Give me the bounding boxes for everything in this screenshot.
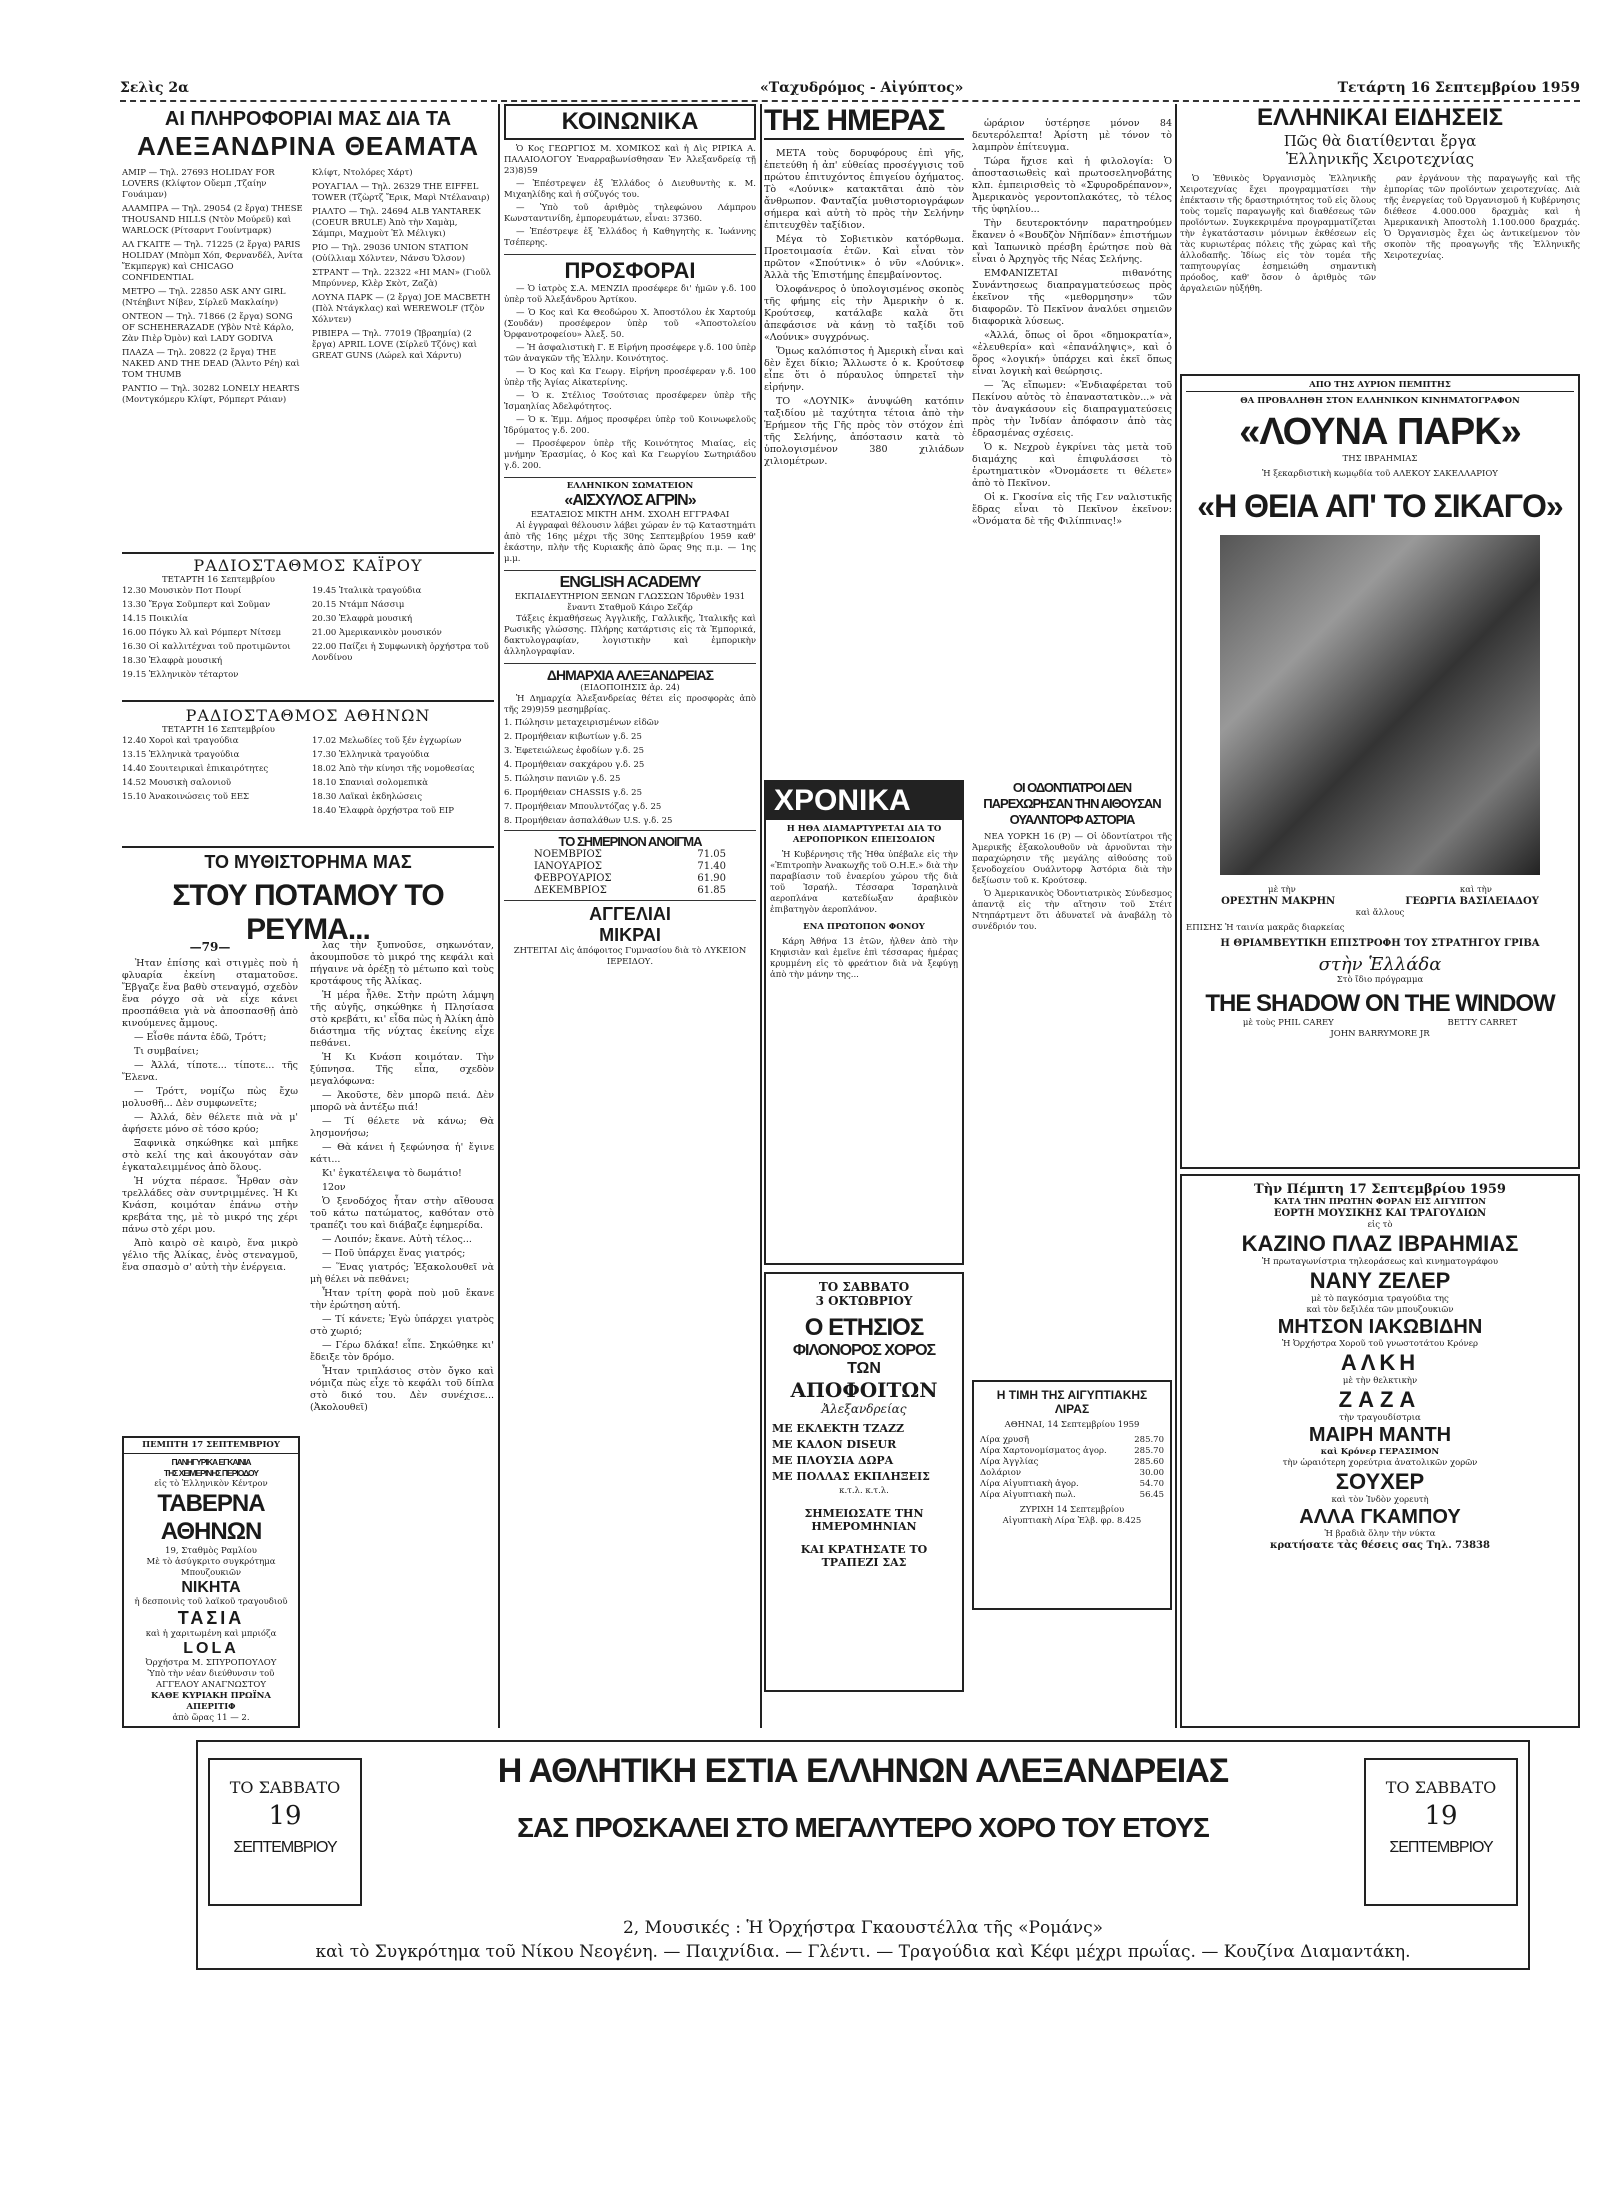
radio-program-item: 21.00 Ἀμερικανικὸν μουσικόν [312, 628, 442, 638]
novel-paragraph: Τι συμβαίνει; [134, 1046, 199, 1057]
casino-l8: Ἡ Ὀρχήστρα Χοροῦ τοῦ γνωστοτάτου Κρόνερ [1281, 1339, 1479, 1349]
novel-paragraph: Ἡ νύχτα πέρασε. Ἦρθαν σὰν τρελλάδες σὰν συντριμμένες. Ἡ Κι Κνάσπ, κοιμόταν ἐπάνω στὴν κρεβάτα της, μὲ τὸ μικρό της χέρι πάνω στὸ χέρι μου. [122, 1176, 298, 1235]
bottom-left1: ΤΟ ΣΑΒΒΑΤΟ [229, 1778, 341, 1797]
social-item: — Ὑπὸ τοῦ ἀριθμὸς τηλεφώνου Λάμπρου Κωνσταντινίδη, ἐμπορευμάτων, εἶναι: 37360. [504, 203, 756, 224]
cinema-listing: ΛΟΥΝΑ ΠΑΡΚ — (2 ἔργα) JOE MACBETH (Πὸλ Ντάγκλας) καὶ WEREWOLF (Τζὸν Χόλντεν) [312, 293, 491, 325]
novel-paragraph: — Γέρω δλάκα! εἶπε. Σηκώθηκε κι' ἔδειξε τὸν δρόμο. [310, 1340, 494, 1363]
pound-rows [980, 1435, 1164, 1501]
bottom-right1: ΤΟ ΣΑΒΒΑΤΟ [1385, 1778, 1497, 1797]
taverna-lola: LOLA [183, 1640, 239, 1657]
classif-title-1: ΑΓΓΕΛΙΑΙ [589, 904, 671, 924]
luna-crowd: καὶ ἄλλους [1355, 908, 1405, 918]
radio-cairo [122, 556, 494, 684]
taverna-nikita: ΝΙΚΗΤΑ [181, 1579, 241, 1596]
issue-date: Τετάρτη 16 Σεπτεμβρίου 1959 [1337, 80, 1580, 96]
casino-l13: καὶ τὸν Ἰνδὸν χορευτὴ [1331, 1495, 1429, 1505]
offer-item: — Ὁ Κος καὶ Κα Γεωργ. Εἰρήνη προσέφεραν γ.δ. 100 ὑπὲρ τῆς Ἁγίας Αἰκατερίνης. [504, 367, 756, 388]
taverna-name1: ΤΑΒΕΡΝΑ [157, 1490, 265, 1517]
pound-zurich: ΖΥΡΙΧΗ 14 Σεπτεμβρίου [1019, 1505, 1125, 1515]
radio-program-item: 13.30 Ἔργα Σοῦμπερτ καὶ Σοῦμαν [122, 600, 271, 610]
casino-l10: τὴν τραγουδίστρια [1339, 1413, 1421, 1423]
novel-chapter: —79— [189, 940, 231, 954]
novel-paragraph: Ἦταν ἐπίσης καὶ στιγμὲς ποὺ ἡ φλυαρία ἐκείνη σταματοῦσε. Ἔβγαζε ἕνα βαθὺ στεναγμό, σχεδὸν ἕνα ρόγχο σὰ νὰ εἶχε κάνει προσπάθεια γιὰ νὰ ἀποσπασθῇ ἀπὸ κινούμενες ἄμμους. [122, 958, 298, 1029]
offer-item: — Ὁ κ. Στέλιος Τσούτσιας προσέφερεν ὑπὲρ τῆς Ἰσμαηλίας Ἀδελφότητος. [504, 391, 756, 412]
cinema-section [122, 108, 494, 409]
cotton-value: 61.90 [697, 873, 726, 884]
novel-paragraph: Ξαφνικὰ σηκώθηκε καὶ μπῆκε στὸ κελί της καὶ ἀκουγόταν σὰν ἐγκαταλειμμένος ἀπὸ ὅλους. [122, 1138, 298, 1173]
column-divider [498, 104, 500, 1728]
taverna-addr: 19, Σταθμὸς Ραμλίου [165, 1546, 257, 1556]
dance-etc: κ.τ.λ. κ.τ.λ. [839, 1486, 889, 1496]
academy-addr: ἔναντι Σταθμοῦ Κάιρο Σεζάρ [567, 603, 693, 613]
pound-row [980, 1479, 1164, 1490]
offer-item: — Ὁ Κος καὶ Κα Θεοδώρου Χ. Ἀποστόλου ἐκ Χαρτούμ (Σουδάν) προσέφερον ὑπὲρ τοῦ «Ἀποστολείου Ὀρφανοτροφείου» Ἀλεξ. 50. [504, 308, 756, 340]
novel-paragraph: — Εἶσθε πάντα ἐδῶ, Τρόττ; [134, 1032, 267, 1043]
academy-text: Τάξεις ἐκμαθήσεως Ἀγγλικῆς, Γαλλικῆς, Ἰταλικῆς καὶ Ρωσικῆς γλώσσης. Πλήρης κατάρτισις εἰς τὰ Ἐμπορικά, δακτυλογραφίαν, λογιστικὴν καὶ ἐμπορικὴν ἀλληλογραφίαν. [504, 614, 756, 657]
pound-row [980, 1468, 1164, 1479]
cinema-list-right [312, 168, 494, 409]
casino-name: ΚΑΖΙΝΟ ΠΛΑΖ ΙΒΡΑΗΜΙΑΣ [1241, 1231, 1519, 1256]
cotton-row [534, 849, 726, 861]
luna-l4: Ἡ ξεκαρδιστικὴ κωμῳδία τοῦ ΑΛΕΚΟΥ ΣΑΚΕΛΛΑΡΙΟΥ [1262, 469, 1498, 479]
luna-film: «Η ΘΕΙΑ ΑΠ' ΤΟ ΣΙΚΑΓΟ» [1197, 488, 1563, 524]
dance-l7: Ἀλεξανδρείας [821, 1402, 907, 1416]
radio-program-item: 14.40 Σουιτειρικαὶ ἐπικαιρότητες [122, 764, 269, 774]
dance-items [772, 1422, 956, 1483]
radio-program-item: 17.30 Ἑλληνικὰ τραγούδια [312, 750, 430, 760]
luna-and: καὶ τὴν [1459, 885, 1492, 895]
section-rule [122, 846, 494, 848]
taverna-line8: Ὑπὸ τὴν νέαν διεύθυνσιν τοῦ ΑΓΓΕΛΟΥ ΑΝΑΓΝΩΣΤΟΥ [147, 1669, 275, 1690]
novel-paragraph: Κι' ἐγκατέλειψα τὸ δωμάτιο! [322, 1168, 462, 1179]
radio-cairo-left [122, 586, 304, 684]
casino-l3: ΕΟΡΤΗ ΜΟΥΣΙΚΗΣ ΚΑΙ ΤΡΑΓΟΥΔΙΩΝ [1273, 1208, 1487, 1219]
dance-feature: ΜΕ ΕΚΛΕΚΤΗ ΤΖΑΖΖ [772, 1422, 905, 1435]
luna-also: ΕΠΙΣΗΣ Ἡ ταινία μακρᾶς διαρκείας [1186, 923, 1345, 933]
greek-news [1180, 104, 1580, 314]
bottom-line1: 2, Μουσικές : Ἡ Ὀρχήστρα Γκαουστέλλα τῆς «Ρομάνς» [622, 1918, 1104, 1938]
taverna-line5: ἡ δεσποινὶς τοῦ λαϊκοῦ τραγουδιοῦ [134, 1597, 288, 1607]
cinema-listing: ΑΛ ΓΚΑΙΤΕ — Τηλ. 71225 (2 ἔργα) PARIS HOLIDAY (Μπὸμπ Χόπ, Φερνανδέλ, Ἀνίτα Ἔκμπεργκ) καὶ CHICAGO CONFIDENTIAL [122, 240, 303, 283]
luna-star2: ΓΕΩΡΓΙΑ ΒΑΣΙΛΕΙΑΔΟΥ [1405, 896, 1539, 907]
dance-l4: ΦΙΛΟΝΟΡΟΣ ΧΟΡΟΣ [792, 1342, 936, 1359]
cinema-listing: ΑΛΑΜΠΡΑ — Τηλ. 29054 (2 ἔργα) THESE THOUSAND HILLS (Ντὸν Μούρεϋ) καὶ WARLOCK (Ρίτσαρντ Γουίντμαρκ) [122, 204, 303, 236]
novel-paragraph: — Ἀλλά, δὲν θέλετε πιὰ νὰ μ' ἀφήσετε μόνο σὲ τόσο κρύο; [122, 1112, 298, 1135]
novel-paragraph: — Θὰ κάνει ἡ ξεφώνησα ἡ' ἔγινε κάτι... [310, 1142, 494, 1165]
luna-film2: THE SHADOW ON THE WINDOW [1205, 990, 1555, 1017]
paper-name: «Ταχυδρόμος - Αἰγύπτος» [760, 80, 964, 96]
cotton-row [534, 885, 726, 897]
radio-program-item: 18.30 Λαϊκαὶ ἐκδηλώσεις [312, 792, 423, 802]
column-divider [760, 104, 762, 1728]
radio-program-item: 14.52 Μουσικὴ σαλονιοῦ [122, 778, 232, 788]
casino-star1: ΝΑΝΥ ΖΕΛΕΡ [1309, 1268, 1451, 1293]
page-number: Σελὶς 2α [120, 80, 189, 96]
social-item: Ὁ Κος ΓΕΩΡΓΙΟΣ Μ. ΧΟΜΙΚΟΣ καὶ ἡ Δὶς ΡΙΡΙΚΑ Α. ΠΑΛΑΙΟΛΟΓΟΥ Ἐναρραβωνίσθησαν Ἐν Ἀλεξανδρείᾳ τῇ 23)8)59 [504, 144, 756, 176]
daily-paragraph: — Ἂς εἴπωμεν: «Ἐνδιαφέρεται τοῦ Πεκίνου αὐτὸς τὸ ἐπαναστατικὸν...» νὰ τὸν ἀναγκάσουν εἰς διαπραγματεύσεις πρὸς τὴν Ἰνδίαν ἀπόφασιν ἀπὸ τὰς ἑδρασμένας σχέσεις. [972, 380, 1172, 439]
daily-paragraph: Μέγα τὸ Σοβιετικὸν κατόρθωμα. Προετοιμασία ἐτῶν. Καὶ εἶναι τὸν πρῶτον «Σπούτνικ» ὁ νῦν «Λούνικ». Ἀλλὰ τῆς Ἐπιστήμης ἐπεμβαίνοντος. [764, 234, 964, 281]
casino-l1: Τὴν Πέμπτη 17 Σεπτεμβρίου 1959 [1254, 1182, 1506, 1197]
radio-cairo-date: ΤΕΤΑΡΤΗ 16 Σεπτεμβρίου [162, 575, 275, 585]
cotton-row [534, 873, 726, 885]
assoc-text: Αἱ ἐγγραφαὶ θέλουσιν λάβει χώραν ἐν τῷ Καταστημάτι ἀπὸ τῆς 16ης μέχρι τῆς 30ης Σεπτεμβρίου 1959 καθ' ἑκάστην, πλὴν τῆς Κυριακῆς ἀπὸ ὥρας 9ης π.μ. — 1ης μ.μ. [504, 521, 756, 564]
casino-star4: ΖΑΖΑ [1338, 1387, 1422, 1412]
pound-row [980, 1490, 1164, 1501]
novel-left-column [122, 958, 298, 1430]
casino-l7: καὶ τὸν δεξιλέα τῶν μπουζουκιῶν [1306, 1305, 1454, 1315]
section-rule [122, 700, 494, 702]
luna-doc: Η ΘΡΙΑΜΒΕΥΤΙΚΗ ΕΠΙΣΤΡΟΦΗ ΤΟΥ ΣΤΡΑΤΗΓΟΥ ΓΡΙΒΑ [1220, 938, 1540, 949]
academy-sub: ΕΚΠΑΙΔΕΥΤΗΡΙΟΝ ΞΕΝΩΝ ΓΛΩΣΣΩΝ Ἱδρυθὲν 1931 [514, 592, 746, 602]
market-text: Ἡ Δημαρχία Ἀλεξανδρείας θέτει εἰς προσφορὰς ἀπὸ τῆς 29)9)59 μεσημβρίας. [504, 694, 756, 715]
social-title: ΚΟΙΝΩΝΙΚΑ [504, 104, 756, 140]
radio-program-item: 16.30 Οἱ καλλιτέχναι τοῦ προτιμῶντοι [122, 642, 291, 652]
market-item: 7. Προμήθειαν Μπουλντόζας γ.δ. 25 [504, 802, 662, 812]
dance-feature: ΜΕ ΚΑΛΟΝ DISEUR [772, 1438, 897, 1451]
casino-star5: ΜΑΙΡΗ ΜΑΝΤΗ [1308, 1424, 1452, 1446]
cinema-title-1: ΑΙ ΠΛΗΡΟΦΟΡΙΑΙ ΜΑΣ ΔΙΑ ΤΑ [164, 108, 452, 130]
luna-greece: στὴν Ἑλλάδα [1318, 954, 1442, 975]
radio-program-item: 13.15 Ἑλληνικὰ τραγούδια [122, 750, 240, 760]
sports-club-ad [196, 1740, 1530, 1970]
dance-feature: ΜΕ ΠΟΛΛΑΣ ΕΚΠΛΗΞΕΙΣ [772, 1470, 930, 1483]
pound-label: Λίρα Αἰγυπτιακὴ ἀγορ. [980, 1479, 1079, 1489]
dance-l5: ΤΩΝ [847, 1360, 881, 1377]
radio-program-item: 14.15 Ποικιλία [122, 614, 189, 624]
market-item: 4. Προμήθειαν σακχάρου γ.δ. 25 [504, 760, 645, 770]
radio-program-item: 18.30 Ἑλαφρὰ μουσική [122, 656, 223, 666]
radio-program-item: 18.10 Σπανιαὶ σολομεπικὰ [312, 778, 428, 788]
classif-text: ΖΗΤΕΙΤΑΙ Δὶς ἀπόφοιτος Γυμνασίου διὰ τὸ ΛΥΚΕΙΟΝ ΙΕΡΕΙΔΟΥ. [513, 946, 747, 967]
bottom-line2: καὶ τὸ Συγκρότημα τοῦ Νίκου Νεογένη. — Παιχνίδια. — Γλέντι. — Τραγούδια καὶ Κέφι μέχρι πρωΐας. — Κουζίνα Διαμαντάκη. [315, 1942, 1411, 1962]
chronika-h3: ΟΙ ΟΔΟΝΤΙΑΤΡΟΙ ΔΕΝ ΠΑΡΕΧΩΡΗΣΑΝ ΤΗΝ ΑΙΘΟΥΣΑΝ ΟΥΑΛΝΤΟΡΦ ΑΣΤΟΡΙΑ [983, 780, 1161, 827]
novel-paragraph: — Τί θέλετε νὰ κάνω; Θὰ λησμονήσω; [310, 1116, 494, 1139]
section-rule [122, 552, 494, 554]
luna-l2: ΘΑ ΠΡΟΒΑΛΗΘΗ ΣΤΟΝ ΕΛΛΗΝΙΚΟΝ ΚΙΝΗΜΑΤΟΓΡΑΦΟΝ [1240, 396, 1520, 406]
casino-l2: ΚΑΤΑ ΤΗΝ ΠΡΩΤΗΝ ΦΟΡΑΝ ΕΙΣ ΑΙΓΥΠΤΟΝ [1273, 1197, 1487, 1207]
taverna-line6: καὶ ἡ χαριτωμένη καὶ μπριόζα [145, 1629, 277, 1639]
greek-news-sub1: Πῶς θὰ διατίθενται ἔργα [1283, 132, 1477, 150]
radio-program-item: 20.15 Ντάμπ Νάσσιμ [312, 600, 405, 610]
casino-l15: κρατήσατε τὰς θέσεις σας Τηλ. 73838 [1270, 1540, 1490, 1551]
pound-zurich-val: Αἰγυπτιακὴ Λίρα Ἑλβ. φρ. 8.425 [1002, 1516, 1142, 1526]
novel-paragraph: 12ον [322, 1182, 346, 1193]
cinema-listing: ΣΤΡΑΝΤ — Τηλ. 22322 «ΗΙ ΜΑΝ» (Γιοῦλ Μπρύννερ, Κλὲρ Σκὸτ, Ζαζὰ) [312, 268, 491, 289]
novel-paragraph: — Ἀλλά, τίποτε... τίποτε... τῆς Ἔλενα. [122, 1060, 298, 1083]
daily-paragraph: Τώρα ἤχισε καὶ ἡ φιλολογία: Ὁ ἀποστασιωθεὶς καὶ πρωτοσεληνοβάτης κλπ. ἐμπειρισθεὶς τὸ «Σφυροδρέπανον», Ἀμερικανὸς γεροντοπλακότες, τὸ τέλος τῆς ὑφηλίου... [972, 156, 1172, 215]
novel-paragraph: — Ἀκοῦστε, δὲν μπορῶ πειά. Δὲν μπορῶ νὰ ἀντέξω πιά! [310, 1090, 494, 1113]
casino-l11: καὶ Κρόνερ ΓΕΡΑΣΙΜΟΝ [1320, 1447, 1440, 1457]
novel-paragraph: — Ἕνας γιατρός; Ἐξακολουθεῖ νὰ μὴ θέλει νὰ πεθάνει; [310, 1262, 494, 1285]
pound-label: Λίρα χρυσῆ [980, 1435, 1030, 1445]
market-item: 1. Πώλησιν μεταχειρισμένων εἰδῶν [504, 718, 659, 728]
casino-star7: ΑΛΛΑ ΓΚΑΜΠΟΥ [1299, 1506, 1461, 1528]
radio-cairo-right [312, 586, 494, 684]
classif-title-2: ΜΙΚΡΑΙ [599, 925, 661, 945]
cinema-listing: ΡΙΒΙΕΡΑ — Τηλ. 77019 (Ἰβραημία) (2 ἔργα) APRIL LOVE (Σίρλεϋ Τζόνς) καὶ GREAT GUNS (Λώρελ καὶ Χάρντυ) [312, 329, 477, 361]
social-item: — Ἐπέστρεψε ἐξ Ἑλλάδος ἡ Καθηγητὴς κ. Ἰωάννης Τσέπερης. [504, 227, 756, 248]
market-sub: (ΕΙΔΟΠΟΙΗΣΙΣ ἀρ. 24) [580, 683, 680, 693]
dance-l3: Ο ΕΤΗΣΙΟΣ [804, 1314, 924, 1341]
cinema-listing: ΡΙΟ — Τηλ. 29036 UNION STATION (Οὐίλλιαμ Χόλντεν, Νάνσυ Ὄλσον) [312, 243, 469, 264]
radio-program-item: 15.10 Ἀνακοινώσεις τοῦ ΕΕΣ [122, 792, 250, 802]
offer-item: — Προσέφερον ὑπὲρ τῆς Κοινότητος Μιαίας, εἰς μνήμην Ἐρασμίας, ὁ Κος καὶ Κα Γεωργίου Σωτηριάδου γ.δ. 200. [504, 439, 756, 471]
casino-l5: Ἡ πρωταγωνίστρια τηλεοράσεως καὶ κινηματογράφου [1261, 1257, 1499, 1267]
radio-program-item: 22.00 Παίζει ἡ Συμφωνικὴ ὀρχήστρα τοῦ Λονδίνου [312, 642, 489, 663]
casino-l12: τὴν ὡραιότερη χορεύτρια ἀνατολικῶν χορῶν [1282, 1458, 1478, 1468]
pound-label: Λίρα Αἰγυπτιακὴ πωλ. [980, 1490, 1076, 1500]
taverna-ad [122, 1436, 300, 1728]
cotton-month: ΔΕΚΕΜΒΡΙΟΣ [534, 885, 607, 896]
casino-ad [1180, 1174, 1580, 1728]
chronika-h1: Η ΗΘΑ ΔΙΑΜΑΡΤΥΡΕΤΑΙ ΔΙΑ ΤΟ ΑΕΡΟΠΟΡΙΚΟΝ ΕΠΕΙΣΟΔΙΟΝ [786, 824, 942, 845]
greek-news-right: ραν ἐργάνουν τὴς παραγωγῆς καὶ τῆς ἐμπορίας τῶν προϊόντων χειροτεχνίας. Διὰ τῆς ἐνεργείας τοῦ Ὀργανισμοῦ ἡ Κυβέρνησις διέθεσε 4.000.000 δραχμὰς καὶ ἡ Ἀμερικανικὴ Ἀποστολὴ 1.100.000 δραχμάς. Ὁ Ὀργανισμὸς ἔχει ὡς ἀντικείμενον τὸν σκοπὸν τῆς προαγωγῆς τῆς Ἑλληνικῆς Χειροτεχνίας. [1384, 174, 1580, 261]
taverna-line4: Μὲ τὸ ἀσύγκριτο συγκρότημα Μπουζουκιῶν [146, 1557, 276, 1578]
market-item: 6. Προμήθειαν CHASSIS γ.δ. 25 [504, 788, 642, 798]
greek-news-sub2: Ἑλληνικῆς Χειροτεχνίας [1285, 150, 1475, 168]
greek-news-left: Ὁ Ἐθνικὸς Ὀργανισμὸς Ἑλληνικῆς Χειροτεχνίας ἔχει προγραμματίσει τὴν ἐπέκτασιν τῆς δραστηριότητος τοῦ εἰς ὅλους τοὺς τομεῖς παραγωγῆς καὶ διαθέσεως τῶν προϊόντων. Συγκεκριμένα προγραμματίζεται τὴν ἐγκατάστασιν μόνιμων ἐκθέσεων εἰς τὰς κυριωτέρας πόλεις τῆς χώρας καὶ τῆς ἀλλοδαπῆς. Ἰδίως εἰς τὸν τομέα τῆς ταπητουργίας ἐσημειώθη σημαντικὴ πρόοδος, καθ' ὅσον ὁ ἀριθμὸς τῶν ἀργαλειῶν ηὐξήθη. [1180, 174, 1376, 294]
alumni-dance-ad [764, 1272, 964, 1692]
daily-paragraph: Τὴν δευτεροκτόνην παρατηρούμεν ἔκανεν ὁ «Βουδζὸν Νῆπίδαν» ἐπιστήμων καὶ Ἰαπωνικὸ πρέσβη ἐρώτησε ποὺ θὰ εἶναι ὁ Ἀρχηγὸς τῆς Νέας Σελήνης. [972, 218, 1172, 265]
pound-row [980, 1457, 1164, 1468]
radio-program-item: 12.40 Χοροὶ καὶ τραγούδια [122, 736, 239, 746]
casino-star3: ΑΛΚΗ [1340, 1350, 1420, 1375]
novel-kicker: ΤΟ ΜΥΘΙΣΤΟΡΗΜΑ ΜΑΣ [204, 852, 412, 872]
novel-paragraph: — Ποῦ ὑπάρχει ἕνας γιατρός; [322, 1248, 466, 1259]
casino-l9: μὲ τὴν θελκτικὴν [1342, 1376, 1418, 1386]
cotton-title: ΤΟ ΣΗΜΕΡΙΝΟΝ ΑΝΟΙΓΜΑ [558, 834, 702, 849]
radio-program-item: 16.00 Πόγκυ Ἀλ καὶ Ρόμπερτ Νίτσεμ [122, 628, 282, 638]
bottom-title: Η ΑΘΛΗΤΙΚΗ ΕΣΤΙΑ ΕΛΛΗΝΩΝ ΑΛΕΞΑΝΔΡΕΙΑΣ [497, 1752, 1229, 1790]
social-section [504, 104, 756, 968]
chronika-text2: Κάρη Ἀθήνα 13 ἐτῶν, ἦλθεν ἀπὸ τὴν Κηφισιὰν καὶ ἐμεῖνε ἐπὶ τέσσαρας ἡμέρας κρυμμένη εἰς τὸ φρεάτιον διὰ νὰ ξεφύγῃ ἀπὸ τὴν μάνην της... [770, 937, 958, 980]
offers-body [504, 284, 756, 474]
cinema-listing: ΡΙΑΛΤΟ — Τηλ. 24694 ALB YANTAREK (COEUR BRULE) Ἀπὸ τὴν Χαμὰμ, Σάμπρι, Μαχμοὺτ Ἐλ Μέλιγκι) [312, 207, 481, 239]
market-item: 8. Προμήθειαν ἀσπαλάθων U.S. γ.δ. 25 [504, 816, 673, 826]
radio-athens-date: ΤΕΤΑΡΤΗ 16 Σεπτεμβρίου [162, 725, 275, 735]
radio-cairo-title: ΡΑΔΙΟΣΤΑΘΜΟΣ ΚΑΪΡΟΥ [193, 556, 423, 575]
social-body [504, 144, 756, 251]
bottom-left3: ΣΕΠΤΕΜΒΡΙΟΥ [233, 1839, 337, 1856]
daily-paragraph: «Ἀλλά, ὅπως οἱ ὅροι «δημοκρατία», «ἐλευθερία» καὶ «ἐπανάληψις», καὶ ὁ ὅρος «λογική» ὑπάρχει καὶ ἐκεῖ ὅπως εἶναι λογικὴ καὶ θεώρησις. [972, 330, 1172, 377]
novel-paragraph: Ἦταν τριπλάσιος στὸν ὄγκο καὶ νόμιζα πὼς εἶχε τὸ κεφάλι τοῦ δίπλα στὸ δικό του. Δὲν συνέχισε... (Ἀκολουθεῖ) [310, 1366, 494, 1413]
daily-paragraph: ὡράριον ὑστέρησε μόνον 84 δευτερόλεπτα! Ἀρίστη μὲ τόνον τὸ λαμπρὸν ἐπίτευγμα. [972, 118, 1172, 153]
casino-l6: μὲ τὸ παγκόσμια τραγούδια της [1311, 1294, 1449, 1304]
cinema-list-left [122, 168, 304, 409]
social-item: — Ἐπέστρεψεν ἐξ Ἑλλάδος ὁ Διευθυντὴς κ. Μ. Μιχαηλίδης καὶ ἡ σύζυγός του. [504, 179, 756, 200]
cinema-title-2: ΑΛΕΞΑΝΔΡΙΝΑ ΘΕΑΜΑΤΑ [136, 131, 480, 161]
market-item: 3. Ἐφετειώλεως ἐφοδίων γ.δ. 25 [504, 746, 644, 756]
radio-program-item: 12.30 Μουσικὸν Ποτ Πουρί [122, 586, 242, 596]
pound-date: ΑΘΗΝΑΙ, 14 Σεπτεμβρίου 1959 [1004, 1420, 1140, 1430]
cotton-table [504, 849, 756, 897]
cotton-month: ΝΟΕΜΒΡΙΟΣ [534, 849, 602, 860]
market-items [504, 718, 756, 827]
cinema-listing: Κλίφτ, Ντολόρες Χάρτ) [312, 168, 413, 178]
radio-program-item: 18.40 Ἑλαφρὰ ὀρχήστρα τοῦ ΕΙΡ [312, 806, 454, 816]
novel-right-column [310, 940, 494, 1726]
novel-header [122, 852, 494, 947]
offers-title: ΠΡΟΣΦΟΡΑΙ [564, 258, 696, 283]
taverna-date: ΠΕΜΠΤΗ 17 ΣΕΠΤΕΜΒΡΙΟΥ [124, 1438, 298, 1454]
novel-title: ΣΤΟΥ ΠΟΤΑΜΟΥ ΤΟ ΡΕΥΜΑ... [172, 879, 444, 946]
date-box-right [1364, 1758, 1518, 1906]
offer-item: — Ὁ κ. Ἐμμ. Δήμος προσφέρει ὑπὲρ τοῦ Κοινωφελοῦς Ἱδρύματος γ.δ. 200. [504, 415, 756, 436]
daily-paragraph: ΤΟ «ΛΟΥΝΙΚ» ἀνυψώθη κατόπιν ταξιδίου μὲ ταχύτητα τέτοια ἀπὸ τὴν Ἑρήμεον τῆς Γῆς πρὸς τὸν στόχον ἐπὶ τῆς Σελήνης, ἀπόστασιν κατὰ τὸ ὑπολογισμένον 380 χιλιάδων χιλιομέτρων. [764, 396, 964, 467]
market-item: 2. Προμήθειαν κιβωτίων γ.δ. 25 [504, 732, 642, 742]
offer-item: — Ἡ ἀσφαλιστικὴ Γ. Ε Εἰρήνη προσέφερε γ.δ. 100 ὑπὲρ τῶν ἀναγκῶν τῆς Ἑλλην. Κοινότητος. [504, 343, 756, 364]
casino-star2: ΜΗΤΣΟΝ ΙΑΚΩΒΙΔΗΝ [1277, 1316, 1483, 1338]
pound-label: Δολάριον [980, 1468, 1021, 1478]
radio-program-item: 20.30 Ἑλαφρὰ μουσική [312, 614, 413, 624]
pound-value: 56.45 [1139, 1490, 1164, 1500]
casino-star6: ΣΟΥΧΕΡ [1335, 1469, 1425, 1494]
taverna-name2: ΑΘΗΝΩΝ [160, 1518, 262, 1545]
bottom-right3: ΣΕΠΤΕΜΒΡΙΟΥ [1389, 1839, 1493, 1856]
cotton-row [534, 861, 726, 873]
taverna-line7: Ὀρχήστρα Μ. ΣΠΥΡΟΠΟΥΛΟΥ [145, 1658, 277, 1668]
pound-row [980, 1435, 1164, 1446]
taverna-line9: ΚΑΘΕ ΚΥΡΙΑΚΗ ΠΡΩΪΝΑ ΑΠΕΡΙΤΙΦ [151, 1691, 271, 1712]
pound-value: 30.00 [1139, 1468, 1164, 1478]
casino-l14: Ἡ βραδιὰ ὅλην τὴν νύκτα [1324, 1529, 1436, 1539]
novel-paragraph: λας τὴν ξυπνοῦσε, σηκωνόταν, ἀκουμποῦσε τὸ μικρό της κεφάλι καὶ πήγαινε νὰ ὀρέξῃ τὸ μέτωπο καὶ τοὺς κροτάφους τῆς Ἀλίκας. [310, 940, 494, 987]
date-box-left [208, 1758, 362, 1906]
daily-right-text [972, 118, 1172, 773]
luna-l1: ΑΠΟ ΤΗΣ ΑΥΡΙΟΝ ΠΕΜΠΤΗΣ [1186, 380, 1574, 392]
luna-l3: ΤΗΣ ΙΒΡΑΗΜΙΑΣ [1342, 454, 1418, 464]
dance-l1: ΤΟ ΣΑΒΒΑΤΟ [818, 1280, 910, 1294]
radio-athens-right [312, 736, 494, 820]
taverna-tasia: ΤΑΣΙΑ [177, 1608, 245, 1628]
pound-title: Η ΤΙΜΗ ΤΗΣ ΑΙΓΥΠΤΙΑΚΗΣ ΛΙΡΑΣ [996, 1388, 1148, 1416]
pound-value: 285.60 [1134, 1457, 1164, 1467]
radio-program-item: 19.15 Ἑλληνικὸν τέταρτον [122, 670, 239, 680]
radio-program-item: 17.02 Μελωδίες τοῦ ξέν ἐγχωρίων [312, 736, 462, 746]
luna-cast2: BETTY CARRET [1447, 1018, 1518, 1028]
pound-rate-box [972, 1380, 1172, 1610]
novel-paragraph: Ἀπὸ καιρὸ σὲ καιρὸ, ἕνα μικρὸ γέλιο τῆς Ἀλίκας, ἐνὸς στεναγμοῦ, ἕνα σπασμὸ σ' αὐτὴ τὴν ἐνέργεια. [122, 1238, 298, 1273]
chronika-text4: Ὁ Ἀμερικανικὸς Ὀδοντιατρικὸς Σύνδεσμος ἀπαντᾷ εἰς τὴν αἴτησιν τοῦ Στέιτ Ντηπάρτμεντ ὅτι ἀδυνατεῖ νὰ ἀναβάλῃ τὸ συνέδριόν του. [972, 889, 1172, 932]
novel-paragraph: — Τρόττ, νομίζω πὼς ἔχω μολυσθῆ... Δὲν συμφωνεῖτε; [122, 1086, 298, 1109]
pound-row [980, 1446, 1164, 1457]
bottom-sub: ΣΑΣ ΠΡΟΣΚΑΛΕΙ ΣΤΟ ΜΕΓΑΛΥΤΕΡΟ ΧΟΡΟ ΤΟΥ ΕΤΟΥΣ [517, 1812, 1209, 1843]
cinema-listing: ΑΜΙΡ — Τηλ. 27693 HOLIDAY FOR LOVERS (Κλίφτον Οὔεμπ ,Τζαίην Γουάιμαν) [122, 168, 275, 200]
cotton-value: 61.85 [697, 885, 726, 896]
page-header [120, 78, 1580, 102]
daily-paragraph: Ὀλοφάνερος ὁ ὑπολογισμένος σκοπὸς τῆς φήμης εἰς τὴν Ἀμερικὴν ὁ κ. Κρούτσεφ, κατάλαβε καλὰ ὅτι ἀπεφάσισε νὰ κάνῃ τὸ ταξίδι τοῦ «Λούνικ» συγχρόνως. [764, 284, 964, 343]
pound-value: 54.70 [1139, 1479, 1164, 1489]
taverna-line1: ΠΑΝΗΓΥΡΙΚΑ ΕΓΚΑΙΝΙΑ [171, 1457, 251, 1467]
novel-paragraph: Ἦταν τρίτη φορὰ ποὺ μοῦ ἔκανε τὴν ἐρώτηση αὐτή. [310, 1288, 494, 1311]
novel-paragraph: Ἡ μέρα ἦλθε. Στὴν πρώτη λάμψη τῆς αὐγῆς, σηκώθηκε ἡ Πλησίασα στὸ κρεβάτι, κι' εἶδα πὼς ἡ Ἀλίκη ἀπὸ διάστημα τῆς νύχτας ἐκείνης εἶχε πεθάνει. [310, 990, 494, 1049]
chronika-title: ΧΡΟΝΙΚΑ [766, 782, 962, 820]
greek-news-title: ΕΛΛΗΝΙΚΑΙ ΕΙΔΗΣΕΙΣ [1256, 104, 1504, 131]
taverna-line2: ΤΗΣ ΧΕΙΜΕΡΙΝΗΣ ΠΕΡΙΟΔΟΥ [163, 1468, 259, 1478]
novel-paragraph: — Τί κάνετε; Ἐγὼ ὑπάρχει γιατρὸς στὸ χωριό; [310, 1314, 494, 1337]
luna-same: Στὸ ἴδιο πρόγραμμα [1336, 975, 1424, 985]
market-title: ΔΗΜΑΡΧΙΑ ΑΛΕΞΑΝΔΡΕΙΑΣ [546, 667, 714, 683]
daily-left-text [764, 148, 964, 773]
dance-l8: ΣΗΜΕΙΩΣΑΤΕ ΤΗΝ ΗΜΕΡΟΜΗΝΙΑΝ [804, 1507, 924, 1533]
cotton-value: 71.40 [697, 861, 726, 872]
taverna-line10: ἀπὸ ὥρας 11 — 2. [172, 1713, 250, 1723]
cotton-month: ΦΕΒΡΟΥΑΡΙΟΣ [534, 873, 612, 884]
luna-cast1: μὲ τοὺς PHIL CAREY [1242, 1018, 1334, 1028]
daily-paragraph: ΕΜΦΑΝΙΖΕΤΑΙ πιθανότης Συνάντησεως διαπραγματεύσεως πρὸς ἐκεῖνον τῆς «μεθορμησην» τῶν διαφορῶν. Τὸ Πεκῖνον ἀναλύει σημειῶν διαφορικὰ λύσεως. [972, 268, 1172, 327]
daily-paragraph: Οἱ κ. Γκοσίνα εἰς τῆς Γεν ναλιστικῆς ἔδρας εἶναι τὸ Πεκῖνον ἐκεῖνον: «Ὀνόματα δὲ τῆς Φιλίππινας!» [972, 492, 1172, 527]
chronika-section [764, 780, 964, 1265]
pound-label: Λίρα Ἀγγλίας [980, 1457, 1039, 1467]
cinema-listing: ΠΛΑΖΑ — Τηλ. 20822 (2 ἔργα) THE NAKED AND THE DEAD (Ἄλντο Ρέη) καὶ TOM THUMB [122, 348, 300, 380]
pound-value: 285.70 [1134, 1435, 1164, 1445]
cotton-month: ΙΑΝΟΥΑΡΙΟΣ [534, 861, 602, 872]
dance-l9: ΚΑΙ ΚΡΑΤΗΣΑΤΕ ΤΟ ΤΡΑΠΕΖΙ ΣΑΣ [800, 1543, 928, 1569]
taverna-line3: εἰς τὸ Ἑλληνικὸν Κέντρον [154, 1479, 268, 1489]
bottom-left2: 19 [268, 1801, 302, 1831]
daily-paragraph: ΜΕΤΑ τοὺς δορυφόρους ἐπὶ γῆς, ἐπετεύθη ἡ ἀπ' εὐθείας προσέγγισις τοῦ πρώτου ἐπιτυχόντος ἐπιγείου ὀχήματος. Τὸ «Λούνικ» κατακτᾶται ἀπὸ τὸν ἄνθρωπον. Φανταζία μυθιστοριογράφων σήμερα καὶ αὐτὴ τὸ πρὸς τὴν Σελήνην ἐπιτευχθὲν ταξίδιον. [764, 148, 964, 231]
luna-cast3: JOHN BARRYMORE JR [1330, 1029, 1430, 1039]
novel-paragraph: Ὁ ξενοδόχος ἦταν στὴν αἴθουσα τοῦ κάτω πατώματος, καθόταν στὸ τραπέζι του καὶ διάβαζε ἐφημερίδα. [310, 1196, 494, 1231]
film-still-photo [1220, 535, 1540, 875]
column-divider [1175, 104, 1177, 1728]
dance-l2: 3 ΟΚΤΩΒΡΙΟΥ [815, 1294, 913, 1308]
daily-title: ΤΗΣ ΗΜΕΡΑΣ [764, 104, 964, 140]
dance-feature: ΜΕ ΠΛΟΥΣΙΑ ΔΩΡΑ [772, 1454, 894, 1467]
chronika-h2: ΕΝΑ ΠΡΩΤΟΠΟΝ ΦΟΝΟΥ [803, 922, 925, 932]
novel-paragraph: — Λοιπόν; ἔκανε. Αὐτὴ τέλος... [322, 1234, 472, 1245]
pound-value: 285.70 [1134, 1446, 1164, 1456]
chronika-text1: Ἡ Κυβέρνησις τῆς Ἡθα ὑπέβαλε εἰς τὴν «Ἐπιτροπὴν Ἀνακωχῆς τοῦ Ο.Η.Ε.» διὰ τὴν παραβίασιν τοῦ ἐναερίου χώρου τῆς διὰ τοῦ Ἰσραήλ. Τέσσαρα Ἰσραηλινὰ αεροπλάνα κατεδίωξαν ἀραβικὸν ἐπιβατηγὸν ἀεροπλάνον. [770, 850, 958, 915]
assoc-sub: ΕΞΑΤΑΞΙΟΣ ΜΙΚΤΗ ΔΗΜ. ΣΧΟΛΗ ΕΓΓΡΑΦΑΙ [530, 510, 730, 520]
offer-item: — Ὁ ἰατρὸς Σ.Α. ΜΕΝΖΙΛ προσέφερε δι' ἡμῶν γ.δ. 100 ὑπὲρ τοῦ Ἀλεξάνδρου Ἀρτίκου. [504, 284, 756, 305]
radio-athens-title: ΡΑΔΙΟΣΤΑΘΜΟΣ ΑΘΗΝΩΝ [185, 706, 431, 725]
daily-paragraph: Ὁ κ. Νεχροὺ ἐγκρίνει τὰς μετὰ τοῦ διαμάχης καὶ ἐπιφυλάσσει τὸ ἐρωτηματικὸν «Ὀνομάσετε τι θέλετε» ἀπὸ τὸ Πεκῖνον. [972, 442, 1172, 489]
bottom-right2: 19 [1424, 1801, 1458, 1831]
luna-park-ad [1180, 374, 1580, 1169]
cinema-listing: ΡΑΝΤΙΟ — Τηλ. 30282 LONELY HEARTS (Μοντγκόμερυ Κλίφτ, Ρόμπερτ Ράιαν) [122, 384, 300, 405]
assoc-title-2: «ΑΙΣΧΥΛΟΣ ΑΓΡΙΝ» [564, 492, 696, 509]
assoc-title-1: ΕΛΛΗΝΙΚΟΝ ΣΩΜΑΤΕΙΟΝ [566, 481, 694, 491]
radio-athens [122, 706, 494, 820]
pound-label: Λίρα Χαρτονομίσματος ἀγορ. [980, 1446, 1107, 1456]
daily-paragraph: Ὅμως καλόπιστος ἡ Ἀμερικὴ εἶναι καὶ δὲν ἔχει δίκιο; Ἄλλωστε ὁ κ. Κρούτσεφ εἶπε ὅτι ὁ πύραυλος ὑπηρετεῖ τὴν εἰρήνην. [764, 346, 964, 393]
cinema-listing: ΟΝΤΕΟΝ — Τηλ. 71866 (2 ἔργα) SONG OF SCHEHERAZADE (Υβὸν Ντὲ Κάρλο, Ζὰν Πιὲρ Ὀμὸν) καὶ LADY GODIVA [122, 312, 294, 344]
academy-title: ENGLISH ACADEMY [559, 574, 701, 591]
cotton-value: 71.05 [697, 849, 726, 860]
radio-program-item: 19.45 Ἰταλικὰ τραγούδια [312, 586, 422, 596]
luna-with: μὲ τὴν [1268, 885, 1296, 895]
radio-athens-left [122, 736, 304, 820]
radio-program-item: 18.02 Ἀπὸ τὴν κίνησι τῆς νομοθεσίας [312, 764, 475, 774]
luna-name: «ΛΟΥΝΑ ΠΑΡΚ» [1239, 411, 1521, 453]
luna-star1: ΟΡΕΣΤΗΝ ΜΑΚΡΗΝ [1221, 896, 1336, 907]
casino-l4: εἰς τὸ [1367, 1220, 1393, 1230]
dance-l6: ΑΠΟΦΟΙΤΩΝ [790, 1378, 938, 1402]
chronika-text3: ΝΕΑ ΥΟΡΚΗ 16 (Ρ) — Οἱ ὀδοντίατροι τῆς Ἀμερικῆς ἐξακολουθοῦν νὰ ἀρνοῦνται τὴν παραχώρησιν τῆς μεγάλης αἰθούσης τοῦ ξενοδοχείου Ουάλντορφ Ἀστόρια διὰ τὴν δεξίωσιν τοῦ κ. Κρούτσεφ. [972, 832, 1172, 886]
cinema-listing: ΡΟΥΑΓΙΑΛ — Τηλ. 26329 THE EIFFEL TOWER (Τζὼρτζ Ἔρικ, Μαρὶ Ντέλαναιρ) [312, 182, 490, 203]
novel-paragraph: Ἡ Κι Κνάσπ κοιμόταν. Τὴν ξύπνησα. Τῆς εἶπα, σχεδὸν μεγαλόφωνα: [310, 1052, 494, 1087]
market-item: 5. Πώλησιν πανιῶν γ.δ. 25 [504, 774, 621, 784]
cinema-listing: ΜΕΤΡΟ — Τηλ. 22850 ASK ANY GIRL (Ντέηβιντ Νίβεν, Σίρλεϋ Μακλαίην) [122, 287, 286, 308]
dentists-story [972, 780, 1172, 935]
